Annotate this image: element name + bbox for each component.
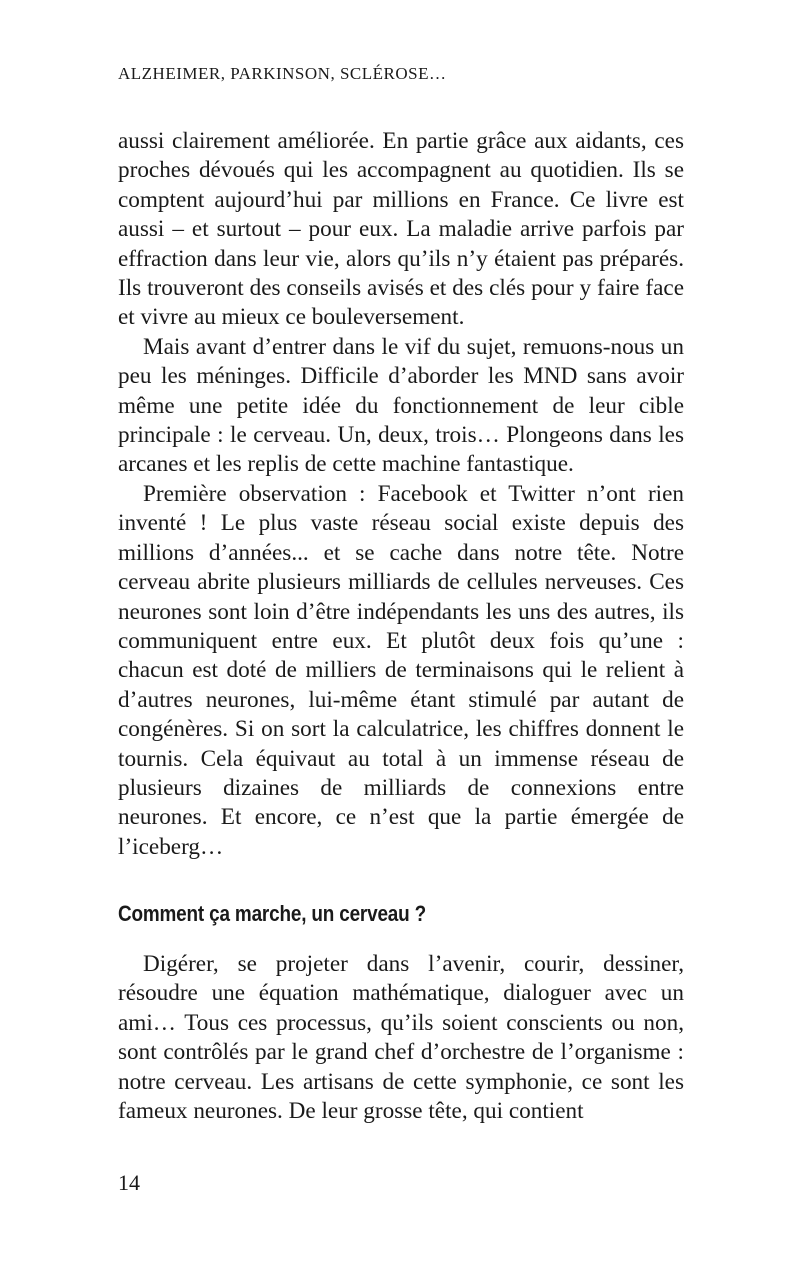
paragraph: Première observation : Facebook et Twitter n’ont rien inventé ! Le plus vaste réseau social existe depuis des millions d’années... et se cache dans notre tête. Notre cerveau abrite plusieurs milliards de cellules nerveuses. Ces neurones sont loin d’être indépendants les uns des autres, ils communiquent entre eux. Et plutôt deux fois qu’une : chacun est doté de milliers de terminaisons qui le relient à d’autres neurones, lui-même étant stimulé par autant de congénères. Si on sort la calculatrice, les chiffres donnent le tournis. Cela équivaut au total à un immense réseau de plusieurs dizaines de milliards de connexions entre neurones. Et encore, ce n’est que la partie émergée de l’iceberg… [118, 480, 684, 860]
paragraph: Digérer, se projeter dans l’avenir, courir, dessiner, résoudre une équation mathématique, dialoguer avec un ami… Tous ces processus, qu’ils soient conscients ou non, sont contrôlés par le grand chef d’orchestre de l’organisme : notre cerveau. Les artisans de cette symphonie, ce sont les fameux neurones. De leur grosse tête, qui contient [118, 951, 684, 1125]
paragraph: Mais avant d’entrer dans le vif du sujet, remuons-nous un peu les méninges. Difficile d’aborder les MND sans avoir même une petite idée du fonctionnement de leur cible principale : le cerveau. Un, deux, trois… Plongeons dans les arcanes et les replis de cette machine fantastique. [118, 333, 684, 478]
running-header: ALZHEIMER, PARKINSON, SCLÉROSE… [118, 64, 447, 83]
paragraph: aussi clairement améliorée. En partie grâce aux aidants, ces proches dévoués qui les accompagnent au quotidien. Ils se comptent aujourd’hui par millions en France. Ce livre est aussi – et surtout – pour eux. La maladie arrive parfois par effraction dans leur vie, alors qu’ils n’y étaient pas préparés. Ils trouveront des conseils avisés et des clés pour y faire face et vivre au mieux ce bouleversement. [118, 128, 684, 331]
body-text-before-heading [118, 127, 684, 862]
section-heading: Comment ça marche, un cerveau ? [118, 901, 427, 926]
page-number: 14 [118, 1170, 140, 1195]
body-text-after-heading [118, 950, 684, 1126]
